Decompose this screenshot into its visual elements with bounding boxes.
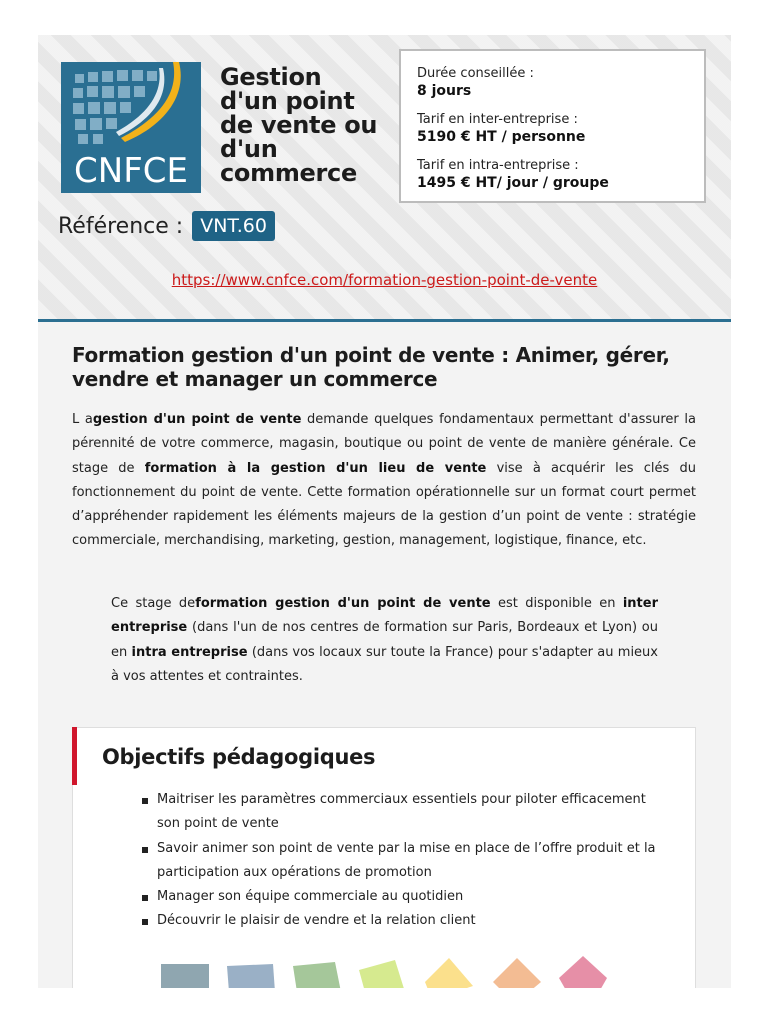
intra-price-label: Tarif en intra-entreprise : [417, 158, 579, 173]
inter-price-label: Tarif en inter-entreprise : [417, 112, 578, 127]
objectives-accent-bar [72, 727, 77, 785]
decorative-tile [161, 964, 209, 988]
section-heading: Formation gestion d'un point de vente : Animer, gérer, vendre et manager un commerce [72, 343, 670, 391]
list-item [157, 909, 667, 933]
inter-price-value: 5190 € HT / personne [417, 129, 586, 145]
bold-span: intra entreprise [131, 644, 248, 660]
list-item [157, 788, 667, 837]
objectives-list [157, 788, 667, 934]
bullet-icon [142, 895, 148, 901]
decorative-tile [493, 958, 541, 988]
header-divider [38, 319, 731, 322]
bullet-icon [142, 798, 148, 804]
duration-label: Durée conseillée : [417, 66, 534, 81]
decorative-tile [359, 960, 405, 988]
list-item-text: Manager son équipe commerciale au quotidien [157, 889, 464, 905]
cnfce-logo [61, 62, 201, 193]
title-line: de vente ou [220, 111, 378, 139]
text-span: Ce stage de [111, 596, 196, 611]
course-url-link[interactable]: https://www.cnfce.com/formation-gestion-point-de-vente [171, 271, 598, 289]
text-span: (dans vos locaux sur toute la France) pour s'adapter au mieux à vos attentes et contraintes. [111, 644, 658, 684]
text-span: est disponible en [490, 596, 623, 611]
list-item-text: Maitriser les paramètres commerciaux essentiels pour piloter efficacement son point de vente [157, 792, 646, 832]
bold-span: gestion d'un point de vente [92, 412, 302, 427]
intro-paragraph [72, 408, 696, 554]
document-page [38, 35, 731, 988]
title-line: d'un [220, 135, 278, 163]
text-span: L a [72, 412, 93, 427]
list-item-text: Découvrir le plaisir de vendre et la relation client [157, 913, 476, 929]
list-item-text: Savoir animer son point de vente par la mise en place de l’offre produit et la participation aux opérations de promotion [157, 840, 656, 880]
course-info-box [399, 49, 706, 203]
decorative-tile [559, 956, 607, 988]
bold-span: inter entreprise [111, 596, 658, 636]
bold-span: formation à la gestion d'un lieu de vente [144, 460, 487, 476]
header-banner [38, 35, 731, 319]
text-span: vise à acquérir les clés du fonctionnement du point de vente. Cette formation opérationnelle sur un format court permet d’appréhender rapidement les éléments majeurs de la gestion d’un point de vente : stratégie commerciale, merchandising, marketing, gestion, management, logistique, finance, etc. [72, 460, 696, 549]
page-title [220, 65, 410, 185]
decorative-tile [293, 962, 341, 988]
objectives-box [72, 727, 696, 988]
list-item [157, 885, 667, 909]
availability-paragraph [111, 592, 658, 689]
logo-text: CNFCE [74, 151, 188, 191]
title-line: Gestion [220, 63, 322, 91]
bullet-icon [142, 919, 148, 925]
decorative-tiles [159, 952, 629, 988]
decorative-tile [425, 958, 473, 988]
list-item [157, 837, 667, 886]
text-span: (dans l'un de nos centres de formation sur Paris, Bordeaux et Lyon) ou en [111, 620, 658, 660]
reference-badge: VNT.60 [192, 211, 275, 241]
objectives-title: Objectifs pédagogiques [102, 745, 376, 769]
intra-price-value: 1495 € HT/ jour / groupe [417, 175, 609, 191]
reference-row [58, 208, 275, 244]
bullet-icon [142, 847, 148, 853]
title-line: commerce [220, 159, 357, 187]
title-line: d'un point [220, 87, 355, 115]
duration-value: 8 jours [417, 83, 472, 99]
bold-span: formation gestion d'un point de vente [195, 596, 491, 611]
decorative-tile [227, 964, 275, 988]
text-span: demande quelques fondamentaux permettant d'assurer la pérennité de votre commerce, magasin, boutique ou point de vente de manière générale. Ce stage de [72, 412, 696, 476]
reference-label: Référence : [58, 213, 184, 239]
